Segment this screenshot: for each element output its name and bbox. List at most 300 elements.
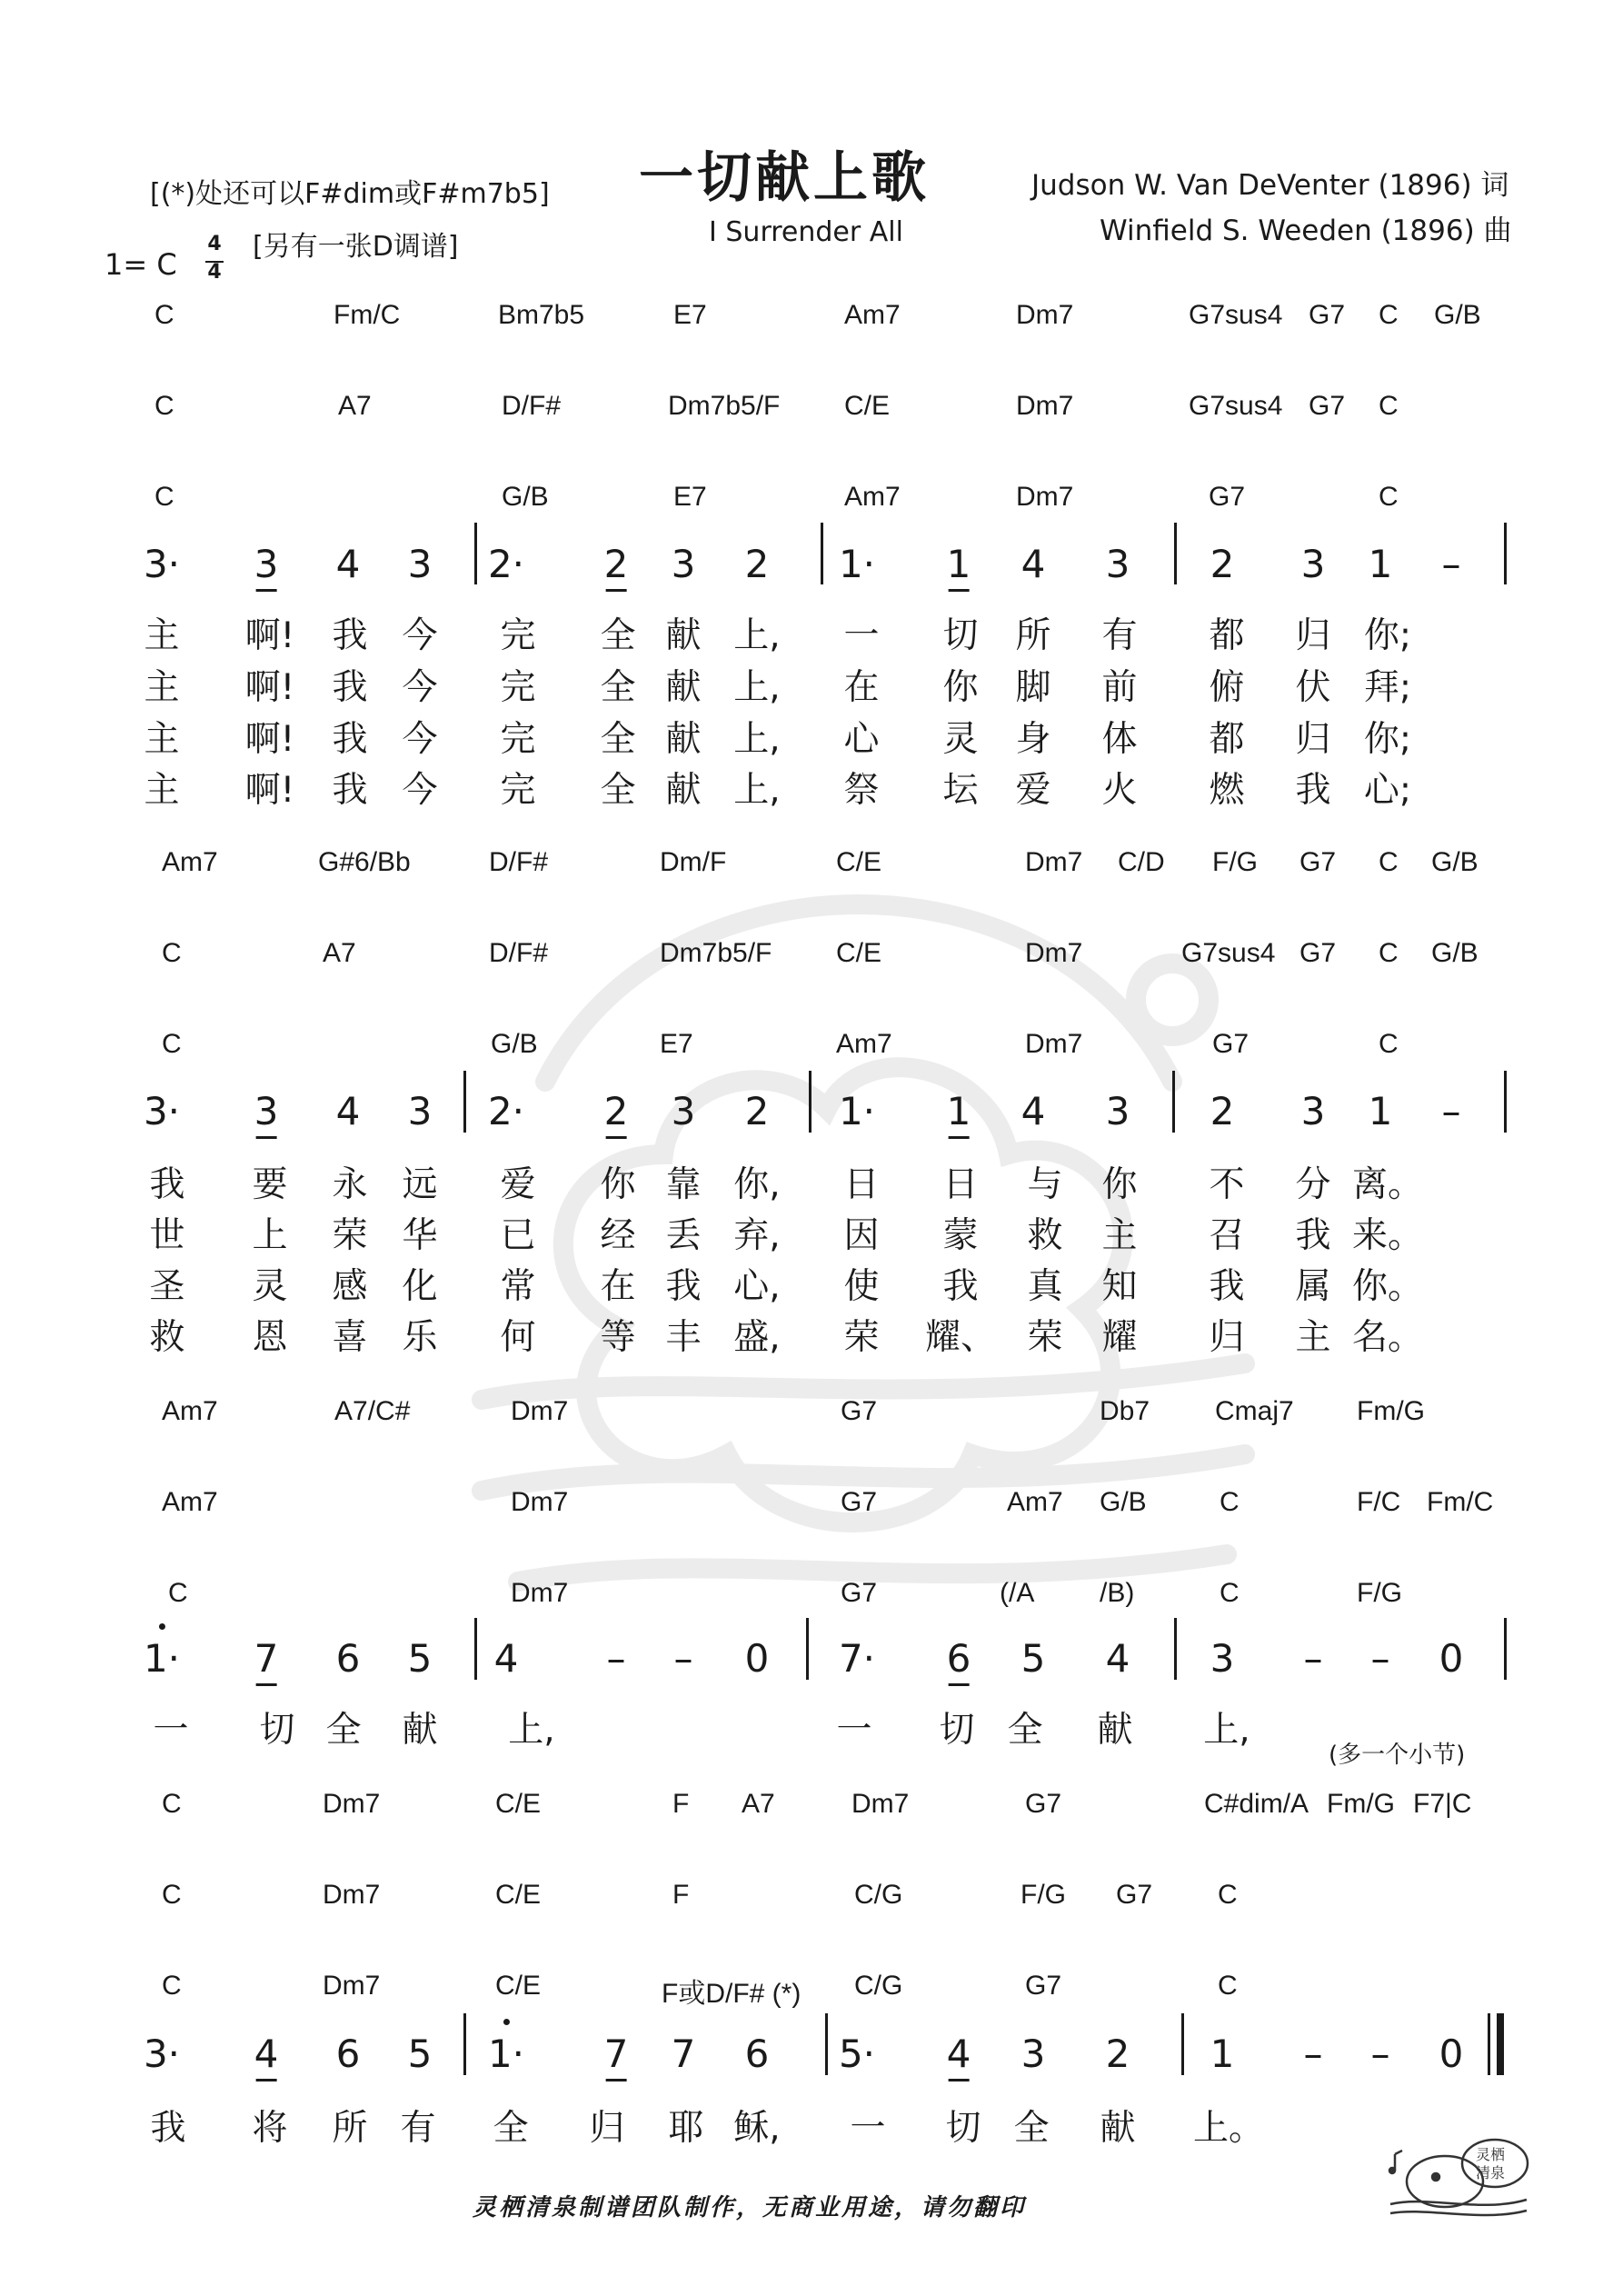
note: 5	[407, 2031, 433, 2076]
note: 7	[254, 1636, 279, 1681]
chord-symbol: A7	[742, 1789, 775, 1819]
chord-symbol: C	[154, 482, 174, 512]
chord-symbol: Dm7	[851, 1789, 910, 1819]
chord-symbol: Dm7	[511, 1396, 569, 1426]
lyric-syllable: 全	[600, 615, 636, 656]
chord-symbol: Fm/G	[1357, 1396, 1425, 1426]
chord-symbol: G7	[1116, 1880, 1153, 1910]
chord-symbol: G7	[1309, 391, 1346, 421]
lyric-syllable: 燃	[1209, 770, 1245, 811]
lyric-syllable: 你,	[733, 1164, 781, 1205]
chord-symbol: G7	[1212, 1029, 1250, 1059]
lyric-syllable: 圣	[149, 1266, 185, 1307]
lyric-syllable: 体	[1101, 719, 1138, 760]
lyric-syllable: 伏	[1295, 667, 1331, 708]
lyric-syllable: 全	[600, 667, 636, 708]
lyric-syllable: 耀	[1101, 1317, 1138, 1358]
note: 0	[1439, 1636, 1464, 1681]
chord-symbol: G7	[1209, 482, 1246, 512]
lyric-syllable: 身	[1015, 719, 1051, 760]
chord-symbol: G/B	[491, 1029, 538, 1059]
lyric-syllable: 不	[1209, 1164, 1245, 1205]
note: –	[673, 1636, 693, 1681]
bar-line	[821, 523, 823, 584]
lyric-syllable: 所	[1015, 615, 1051, 656]
note: 6	[947, 1636, 971, 1681]
note: –	[1370, 2031, 1390, 2076]
lyric-syllable: 将	[252, 2108, 288, 2149]
note: 1	[1210, 2031, 1235, 2076]
bar-line	[806, 1618, 809, 1680]
chord-symbol: E7	[660, 1029, 693, 1059]
chord-symbol: C	[162, 938, 182, 968]
lyric-syllable: 上,	[733, 770, 781, 811]
chord-symbol: Db7	[1100, 1396, 1150, 1426]
lyric-syllable: 救	[1027, 1215, 1063, 1256]
lyric-syllable: 完	[500, 667, 536, 708]
note: 0	[744, 1636, 770, 1681]
eighth-underline	[606, 589, 627, 592]
lyric-syllable: 献	[402, 1710, 438, 1751]
lyric-syllable: 啊!	[244, 667, 295, 708]
lyric-syllable: 我	[149, 1164, 185, 1205]
lyric-syllable: 你	[942, 667, 979, 708]
lyric-syllable: 你;	[1363, 615, 1412, 656]
bar-line	[474, 1618, 477, 1680]
lyric-syllable: 完	[500, 615, 536, 656]
footer-notice: 灵栖清泉制谱团队制作，无商业用途，请勿翻印	[473, 2194, 1027, 2221]
chord-symbol: G#6/Bb	[318, 847, 411, 877]
lyric-syllable: 献	[665, 667, 702, 708]
lyric-syllable: 属	[1295, 1266, 1331, 1307]
note: 6	[335, 2031, 361, 2076]
arrangement-note: [(*)处还可以F#dim或F#m7b5]	[150, 178, 550, 210]
lyric-syllable: 世	[149, 1215, 185, 1256]
chord-symbol: Dm7	[511, 1578, 569, 1608]
bar-line	[463, 1071, 466, 1133]
note: 5	[407, 1636, 433, 1681]
chord-symbol: C	[168, 1578, 188, 1608]
lyric-syllable: 上,	[733, 667, 781, 708]
lyric-syllable: 盛,	[733, 1317, 781, 1358]
chord-symbol: G/B	[1434, 300, 1481, 330]
chord-symbol: A7	[323, 938, 356, 968]
lyric-syllable: 在	[600, 1266, 636, 1307]
bar-line	[1504, 523, 1507, 584]
lyric-syllable: 切	[945, 2108, 981, 2149]
lyric-syllable: 灵	[942, 719, 979, 760]
lyric-syllable: 全	[600, 770, 636, 811]
lyric-syllable: 啊!	[244, 770, 295, 811]
chord-symbol: F/G	[1357, 1578, 1402, 1608]
chord-symbol: G/B	[1431, 847, 1479, 877]
bar-line	[1174, 1618, 1177, 1680]
note: 2	[1105, 2031, 1130, 2076]
note: 3	[254, 1089, 279, 1133]
bar-line	[809, 1071, 812, 1133]
lyric-syllable: 永	[332, 1164, 368, 1205]
lyric-syllable: 使	[843, 1266, 880, 1307]
lyric-syllable: 我	[1209, 1266, 1245, 1307]
lyric-syllable: 献	[665, 615, 702, 656]
chord-symbol: Am7	[162, 1396, 218, 1426]
lyric-syllable: 心,	[733, 1266, 781, 1307]
chord-symbol: F/G	[1021, 1880, 1066, 1910]
note: 4	[254, 2031, 279, 2076]
chord-symbol: C/G	[854, 1880, 903, 1910]
lyric-syllable: 荣	[1027, 1317, 1063, 1358]
bar-line	[1181, 2013, 1184, 2075]
bar-line	[1174, 523, 1177, 584]
note: 2	[744, 542, 770, 586]
lyric-syllable: 上,	[1203, 1710, 1250, 1751]
chord-symbol: Dm7	[511, 1487, 569, 1517]
chord-symbol: Dm7b5/F	[668, 391, 781, 421]
note: 1·	[838, 1089, 876, 1133]
note: 2	[604, 542, 629, 586]
note: 6	[744, 2031, 770, 2076]
lyric-syllable: 你。	[1351, 1266, 1424, 1307]
lyric-syllable: 心	[843, 719, 880, 760]
lyric-syllable: 我	[332, 667, 368, 708]
lyric-syllable: 荣	[332, 1215, 368, 1256]
note: 1	[947, 1089, 971, 1133]
lyric-syllable: 今	[402, 719, 438, 760]
chord-symbol: C	[1379, 847, 1399, 877]
eighth-underline	[256, 589, 277, 592]
note: 4	[947, 2031, 971, 2076]
lyric-syllable: 全	[493, 2108, 529, 2149]
final-bar-thick	[1497, 2013, 1504, 2075]
eighth-underline	[606, 2079, 627, 2081]
lyric-syllable: 归	[589, 2108, 625, 2149]
lyric-syllable: 灵	[252, 1266, 288, 1307]
chord-symbol: G/B	[1100, 1487, 1147, 1517]
lyric-syllable: 心;	[1363, 770, 1412, 811]
chord-symbol: Cmaj7	[1215, 1396, 1294, 1426]
lyric-syllable: 俯	[1209, 667, 1245, 708]
lyric-syllable: 经	[600, 1215, 636, 1256]
chord-symbol: D/F#	[502, 391, 562, 421]
note: 1·	[838, 542, 876, 586]
chord-symbol: Bm7b5	[498, 300, 585, 330]
chord-symbol: Dm7	[1016, 300, 1074, 330]
lyric-syllable: 献	[665, 719, 702, 760]
note: –	[1370, 1636, 1390, 1681]
chord-symbol: Am7	[1007, 1487, 1063, 1517]
chord-symbol: C/D	[1118, 847, 1165, 877]
lyric-syllable: 前	[1101, 667, 1138, 708]
lyric-syllable: 今	[402, 770, 438, 811]
lyric-syllable: 归	[1295, 719, 1331, 760]
chord-symbol: G7	[841, 1487, 878, 1517]
chord-symbol: G/B	[502, 482, 549, 512]
note: 1	[1368, 542, 1393, 586]
note: 7	[671, 2031, 696, 2076]
bar-line	[1504, 1618, 1507, 1680]
chord-symbol: C	[154, 391, 174, 421]
chord-symbol: C	[162, 1971, 182, 2001]
note: 7	[604, 2031, 629, 2076]
song-title: 一切献上歌	[639, 146, 930, 210]
chord-symbol: D/F#	[489, 938, 549, 968]
lyric-syllable: 主	[144, 770, 180, 811]
chord-symbol: G7	[1025, 1789, 1062, 1819]
lyric-syllable: 火	[1101, 770, 1138, 811]
note: 2	[744, 1089, 770, 1133]
note: 1·	[488, 2031, 524, 2076]
chord-symbol: Dm7	[1025, 847, 1083, 877]
chord-symbol: F/C	[1357, 1487, 1401, 1517]
lyric-syllable: 都	[1209, 615, 1245, 656]
lyric-syllable: 全	[325, 1710, 362, 1751]
lyric-syllable: 因	[843, 1215, 880, 1256]
lyric-syllable: 上,	[733, 719, 781, 760]
octave-dot	[159, 1623, 165, 1630]
chord-symbol: C	[1379, 938, 1399, 968]
note: 3	[407, 542, 433, 586]
lyric-syllable: 归	[1209, 1317, 1245, 1358]
chord-symbol: G7sus4	[1189, 300, 1283, 330]
key-signature: 1= C	[105, 247, 177, 282]
lyric-syllable: 爱	[500, 1164, 536, 1205]
note: 3·	[143, 1089, 181, 1133]
lyric-syllable: 真	[1027, 1266, 1063, 1307]
chord-symbol: C	[1379, 1029, 1399, 1059]
chord-symbol: C	[1379, 300, 1399, 330]
note: 3	[1300, 1089, 1326, 1133]
lyric-syllable: 何	[500, 1317, 536, 1358]
note: 2·	[487, 542, 525, 586]
chord-symbol: C/E	[495, 1971, 542, 2001]
lyric-syllable: 日	[843, 1164, 880, 1205]
lyric-syllable: 所	[332, 2108, 368, 2149]
lyric-syllable: 丰	[665, 1317, 702, 1358]
lyric-syllable: 主	[1101, 1215, 1138, 1256]
eighth-underline	[606, 1136, 627, 1139]
lyric-syllable: 召	[1209, 1215, 1245, 1256]
lyric-syllable: 远	[402, 1164, 438, 1205]
lyric-syllable: 有	[1101, 615, 1138, 656]
chord-symbol: C/E	[836, 847, 882, 877]
chord-symbol: Dm7	[1016, 482, 1074, 512]
lyric-syllable: 我	[1295, 770, 1331, 811]
chord-symbol: G7	[1299, 847, 1337, 877]
lyric-syllable: 稣,	[733, 2108, 781, 2149]
chord-symbol: C	[1220, 1487, 1240, 1517]
note: –	[1441, 1089, 1461, 1133]
lyric-syllable: 我	[332, 615, 368, 656]
lyric-syllable: 耶	[668, 2108, 704, 2149]
chord-symbol: C	[162, 1029, 182, 1059]
chord-symbol: A7/C#	[334, 1396, 411, 1426]
note: 3·	[143, 542, 181, 586]
eighth-underline	[949, 1683, 970, 1686]
chord-symbol: C	[1379, 391, 1399, 421]
chord-symbol: D/F#	[489, 847, 549, 877]
lyric-syllable: 啊!	[244, 719, 295, 760]
lyric-syllable: 与	[1027, 1164, 1063, 1205]
lyric-syllable: 你;	[1363, 719, 1412, 760]
lyric-syllable: 感	[332, 1266, 368, 1307]
eighth-underline	[256, 1136, 277, 1139]
lyric-syllable: 归	[1295, 615, 1331, 656]
note: 5·	[838, 2031, 876, 2076]
bar-line	[825, 2013, 828, 2075]
lyric-syllable: 有	[400, 2108, 436, 2149]
note: 3	[671, 1089, 696, 1133]
eighth-underline	[949, 1136, 970, 1139]
lyric-syllable: 华	[402, 1215, 438, 1256]
lyric-syllable: 在	[843, 667, 880, 708]
time-signature-bottom: 4	[207, 261, 222, 284]
chord-symbol: Dm7	[323, 1789, 381, 1819]
chord-symbol: /B)	[1100, 1578, 1135, 1608]
chord-symbol: C/E	[495, 1789, 542, 1819]
studio-logo	[1381, 2127, 1536, 2227]
lyric-syllable: 要	[252, 1164, 288, 1205]
chord-symbol: Dm7	[1025, 938, 1083, 968]
lyric-syllable: 日	[942, 1164, 979, 1205]
note: 3·	[143, 2031, 181, 2076]
chord-symbol: C	[1379, 482, 1399, 512]
lyric-syllable: 拜;	[1363, 667, 1412, 708]
chord-symbol: C	[162, 1880, 182, 1910]
lyric-syllable: 一	[153, 1710, 189, 1751]
lyric-syllable: 一	[850, 2108, 886, 2149]
lyric-syllable: 救	[149, 1317, 185, 1358]
note: 4	[493, 1636, 519, 1681]
logo-text-2: 清泉	[1476, 2164, 1506, 2181]
lyric-syllable: 一	[843, 615, 880, 656]
note: –	[1303, 2031, 1323, 2076]
chord-symbol: F/G	[1212, 847, 1258, 877]
lyricist-credit: Judson W. Van DeVenter (1896) 词	[1031, 169, 1509, 202]
note: 3	[1105, 1089, 1130, 1133]
lyric-syllable: 完	[500, 719, 536, 760]
octave-dot	[503, 2019, 510, 2025]
lyric-syllable: 切	[942, 615, 979, 656]
lyric-syllable: 主	[144, 615, 180, 656]
chord-symbol: C/E	[844, 391, 891, 421]
lyric-syllable: 我	[332, 770, 368, 811]
time-signature-top: 4	[207, 233, 222, 255]
note: 3	[1105, 542, 1130, 586]
chord-symbol: G7	[1309, 300, 1346, 330]
lyric-syllable: 荣	[843, 1317, 880, 1358]
note: 4	[1105, 1636, 1130, 1681]
lyric-syllable: 坛	[942, 770, 979, 811]
chord-symbol: Dm7	[323, 1880, 381, 1910]
lyric-syllable: 一	[836, 1710, 872, 1751]
chord-symbol: E7	[673, 300, 707, 330]
lyric-syllable: 上	[252, 1215, 288, 1256]
lyric-syllable: 常	[500, 1266, 536, 1307]
lyric-syllable: 脚	[1015, 667, 1051, 708]
chord-symbol: G7	[1025, 1971, 1062, 2001]
bar-line	[463, 2013, 466, 2075]
lyric-syllable: 等	[600, 1317, 636, 1358]
chord-symbol: C/E	[495, 1880, 542, 1910]
lyric-syllable: 喜	[332, 1317, 368, 1358]
lyric-syllable: 乐	[402, 1317, 438, 1358]
chord-symbol: Am7	[162, 1487, 218, 1517]
lyric-syllable: 知	[1101, 1266, 1138, 1307]
chord-symbol: G7	[841, 1396, 878, 1426]
note: 4	[1021, 542, 1046, 586]
chord-symbol: Am7	[836, 1029, 892, 1059]
lyric-syllable: 都	[1209, 719, 1245, 760]
lyric-syllable: 我	[1295, 1215, 1331, 1256]
lyric-syllable: 献	[1100, 2108, 1136, 2149]
chord-symbol: C	[1220, 1578, 1240, 1608]
note: 2	[604, 1089, 629, 1133]
note: 3	[1210, 1636, 1235, 1681]
chord-symbol: E7	[673, 482, 707, 512]
lyric-syllable: 蒙	[942, 1215, 979, 1256]
chord-symbol: F	[672, 1880, 690, 1910]
lyric-syllable: 主	[144, 667, 180, 708]
lyric-syllable: 离。	[1351, 1164, 1424, 1205]
lyric-syllable: 我	[150, 2108, 186, 2149]
lyric-syllable: 上,	[733, 615, 781, 656]
lyric-syllable: 全	[1013, 2108, 1050, 2149]
lyric-syllable: 啊!	[244, 615, 295, 656]
chord-symbol: C/G	[854, 1971, 903, 2001]
chord-symbol: C	[162, 1789, 182, 1819]
lyric-syllable: 上,	[508, 1710, 555, 1751]
lyric-syllable: 分	[1295, 1164, 1331, 1205]
note: –	[1303, 1636, 1323, 1681]
eighth-underline	[256, 1683, 277, 1686]
note: 3	[254, 542, 279, 586]
chord-symbol: G7sus4	[1181, 938, 1276, 968]
chord-symbol: F或D/F# (*)	[662, 1979, 802, 2009]
lyric-syllable: 丢	[665, 1215, 702, 1256]
lyric-syllable: 化	[402, 1266, 438, 1307]
lyric-syllable: 祭	[843, 770, 880, 811]
chord-symbol: C	[1218, 1971, 1238, 2001]
note: 2	[1210, 1089, 1235, 1133]
note: 1	[947, 542, 971, 586]
lyric-syllable: 恩	[252, 1317, 288, 1358]
note: 4	[335, 542, 361, 586]
chord-symbol: C#dim/A	[1204, 1789, 1309, 1819]
chord-symbol: Am7	[162, 847, 218, 877]
final-bar-thin	[1488, 2013, 1490, 2075]
chord-symbol: F7|C	[1413, 1789, 1472, 1819]
chord-symbol: Dm7b5/F	[660, 938, 772, 968]
chord-symbol: C	[154, 300, 174, 330]
lyric-syllable: 切	[259, 1710, 295, 1751]
note: 2·	[487, 1089, 525, 1133]
song-subtitle: I Surrender All	[709, 216, 903, 248]
note: 0	[1439, 2031, 1464, 2076]
chord-symbol: A7	[338, 391, 372, 421]
lyric-syllable: 爱	[1015, 770, 1051, 811]
alternate-key-note: [另有一张D调谱]	[253, 231, 459, 263]
chord-symbol: G7	[1299, 938, 1337, 968]
eighth-underline	[256, 2079, 277, 2081]
lyric-syllable: 耀、	[924, 1317, 997, 1358]
note: 4	[1021, 1089, 1046, 1133]
lyric-syllable: 上。	[1192, 2108, 1265, 2149]
lyric-syllable: 弃,	[733, 1215, 781, 1256]
lyric-syllable: 主	[144, 719, 180, 760]
note: 3	[1300, 542, 1326, 586]
bar-line	[474, 523, 477, 584]
note: 3	[671, 542, 696, 586]
